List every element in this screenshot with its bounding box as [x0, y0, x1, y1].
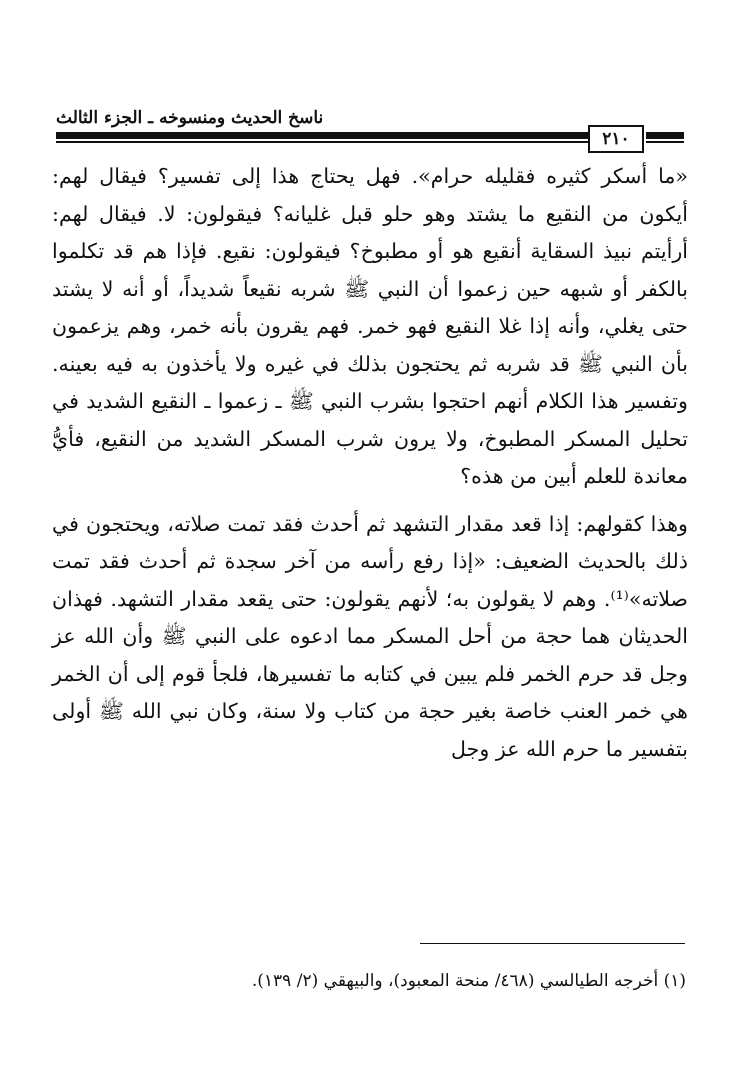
header-rule-right-thick: [646, 132, 684, 139]
page-number: ٢١٠: [588, 125, 644, 153]
footnote-divider: [420, 943, 685, 944]
header-rule-right-thin: [646, 141, 684, 143]
header-rule-thick: [56, 132, 588, 139]
header-rule-thin: [56, 141, 588, 143]
paragraph-1: «ما أسكر كثيره فقليله حرام». فهل يحتاج هذا إلى تفسير؟ فيقال لهم: أيكون من النقيع ما يشتد وهو حلو قبل غليانه؟ فيقولون: لا. فيقال لهم: أرأيتم نبيذ السقاية أنقيع هو أو مطبوخ؟ فيقولون: نقيع. فإذا هم قد تكلموا بالكفر أو شبهه حين زعموا أن النبي ﷺ شربه نقيعاً شديداً، أو أنه لا يشتد حتى يغلي، وأنه إذا غلا النقيع فهو خمر. فهم يقرون بأنه خمر، وهم يزعمون بأن النبي ﷺ قد شربه ثم يحتجون بذلك في غيره ولا يأخذون به فيه بعينه. وتفسير هذا الكلام أنهم احتجوا بشرب النبي ﷺ ـ زعموا ـ النقيع الشديد في تحليل المسكر المطبوخ، ولا يرون شرب المسكر الشديد من النقيع، فأيُّ معاندة للعلم أبين من هذه؟: [52, 164, 688, 488]
main-text: [52, 158, 688, 768]
running-header-title: ناسخ الحديث ومنسوخه ـ الجزء الثالث: [56, 108, 324, 128]
footnote-1: (١) أخرجه الطيالسي (٤٦٨/ منحة المعبود)، والبيهقي (٢/ ١٣٩).: [251, 971, 686, 991]
paragraph-2: وهذا كقولهم: إذا قعد مقدار التشهد ثم أحدث فقد تمت صلاته، ويحتجون في ذلك بالحديث الضعيف: «إذا رفع رأسه من آخر سجدة ثم أحدث فقد تمت صلاته»⁽¹⁾. وهم لا يقولون به؛ لأنهم يقولون: حتى يقعد مقدار التشهد. فهذان الحديثان هما حجة من أحل المسكر مما ادعوه على النبي ﷺ وأن الله عز وجل قد حرم الخمر فلم يبين في كتابه ما تفسيرها، فلجأ قوم إلى أن الخمر هي خمر العنب خاصة بغير حجة من كتاب ولا سنة، وكان نبي الله ﷺ أولى بتفسير ما حرم الله عز وجل: [52, 511, 688, 761]
